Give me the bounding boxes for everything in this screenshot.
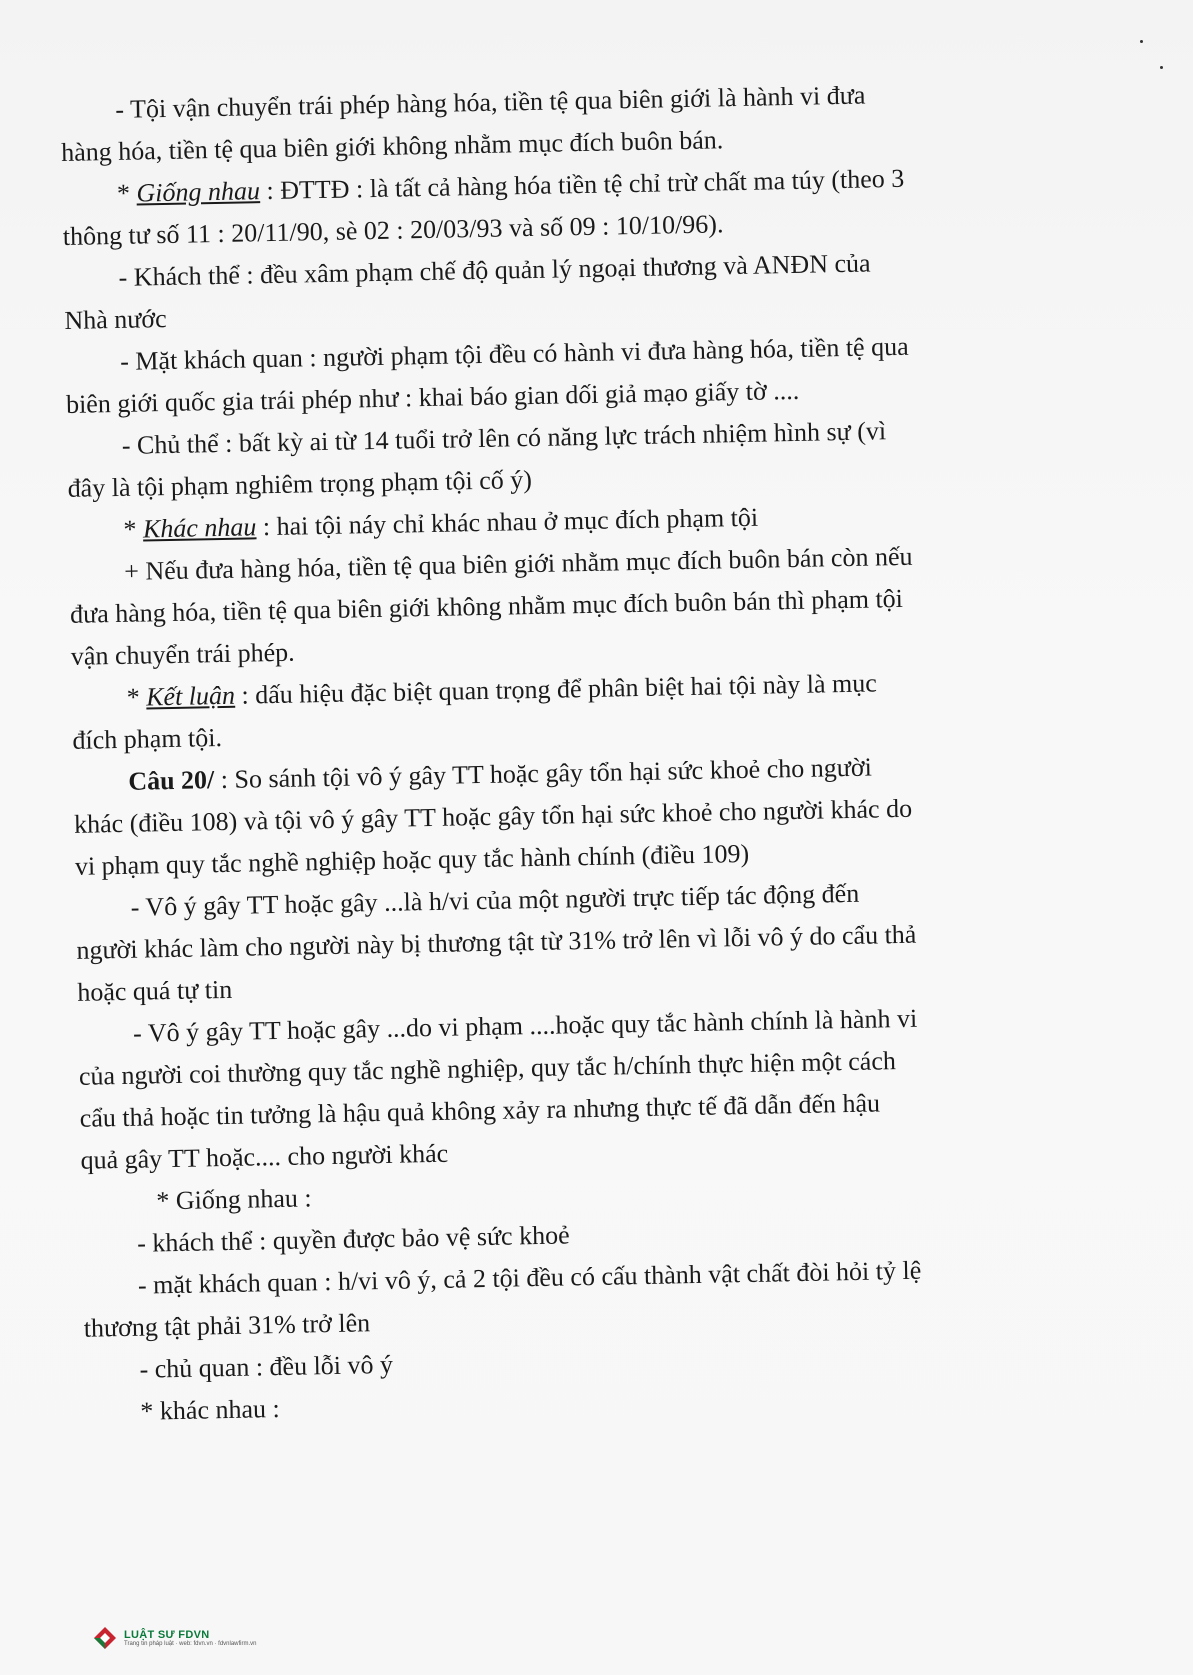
text-line: của người coi thường quy tắc nghề nghiệp, quy tắc h/chính thực hiện một cách: [78, 1046, 897, 1091]
text-line: - Chủ thể : bất kỳ ai từ 14 tuổi trở lên có năng lực trách nhiệm hình sự (vì: [121, 416, 887, 460]
text-line: - mặt khách quan : h/vi vô ý, cả 2 tội đều có cấu thành vật chất đòi hỏi tỷ lệ: [137, 1255, 922, 1300]
text-line: người khác làm cho người này bị thương tật từ 31% trở lên vì lỗi vô ý do cẩu thả: [76, 919, 917, 965]
text-line: - Vô ý gây TT hoặc gây ...là h/vi của một người trực tiếp tác động đến: [130, 878, 860, 922]
text-line: khác (điều 108) và tội vô ý gây TT hoặc gây tổn hại sức khoẻ cho người khác do: [73, 793, 913, 839]
text-line: - chủ quan : đều lỗi vô ý: [139, 1349, 394, 1384]
heading-giong-nhau: Giống nhau: [136, 176, 261, 208]
text-line: Câu 20/ : So sánh tội vô ý gây TT hoặc gây tổn hại sức khoẻ cho người: [128, 752, 873, 796]
text-line: - Vô ý gây TT hoặc gây ...do vi phạm ....hoặc quy tắc hành chính là hành vi: [132, 1003, 918, 1048]
text-line: đưa hàng hóa, tiền tệ qua biên giới không nhằm mục đích buôn bán thì phạm tội: [69, 583, 904, 629]
logo-subtitle: Trang tin pháp luật · web: fdvn.vn · fdvnlawfirm.vn: [124, 1641, 257, 1647]
heading-ket-luan: Kết luận: [145, 680, 236, 712]
text-line: + Nếu đưa hàng hóa, tiền tệ qua biên giới nhằm mục đích buôn bán còn nếu: [123, 541, 913, 586]
text-line: vận chuyển trái phép.: [70, 637, 295, 671]
text-line: hoặc quá tự tin: [77, 974, 233, 1007]
text-line: - Khách thể : đều xâm phạm chế độ quản lý ngoại thương và ANĐN của: [118, 248, 871, 292]
scan-speck: [1160, 66, 1163, 69]
text-line: quả gây TT hoặc.... cho người khác: [80, 1138, 449, 1175]
text-line: đây là tội phạm nghiêm trọng phạm tội cố ý): [67, 465, 533, 503]
diamond-logo-icon: [92, 1625, 118, 1651]
text-line: * Khác nhau : hai tội náy chỉ khác nhau ở mục đích phạm tội: [123, 502, 759, 544]
text-line: - Mặt khách quan : người phạm tội đều có hành vi đưa hàng hóa, tiền tệ qua: [119, 331, 909, 376]
text-line: vi phạm quy tắc nghề nghiệp hoặc quy tắc hành chính (điều 109): [74, 838, 750, 881]
document-body: [60, 71, 1086, 1434]
logo-title: LUẬT SƯ FDVN: [124, 1629, 210, 1641]
text-line: cẩu thả hoặc tin tưởng là hậu quả không xảy ra nhưng thực tế đã dẫn đến hậu: [79, 1088, 881, 1133]
text-line: thông tư số 11 : 20/11/90, sè 02 : 20/03/93 và số 09 : 10/10/96).: [62, 209, 724, 251]
text-line: thương tật phải 31% trở lên: [83, 1308, 371, 1343]
scan-speck: [1140, 40, 1143, 43]
heading-khac-nhau: Khác nhau: [142, 512, 257, 544]
text-line: * khác nhau :: [140, 1394, 280, 1426]
text-line: - Tội vận chuyển trái phép hàng hóa, tiền tệ qua biên giới là hành vi đưa: [115, 80, 866, 124]
text-line: đích phạm tội.: [72, 723, 223, 755]
text-line: hàng hóa, tiền tệ qua biên giới không nhằm mục đích buôn bán.: [60, 125, 724, 167]
text-line: - khách thể : quyền được bảo vệ sức khoẻ: [136, 1220, 570, 1258]
heading-cau-20: Câu 20/: [128, 765, 215, 796]
text-line: * Giống nhau :: [156, 1183, 312, 1216]
text-line: * Giống nhau : ĐTTĐ : là tất cả hàng hóa tiền tệ chỉ trừ chất ma túy (theo 3: [116, 163, 905, 208]
text-line: Nhà nước: [64, 303, 167, 335]
text-line: biên giới quốc gia trái phép như : khai báo gian dối giả mạo giấy tờ ....: [65, 375, 800, 419]
footer-logo: [92, 1618, 272, 1658]
text-line: * Kết luận : dấu hiệu đặc biệt quan trọng để phân biệt hai tội này là mục: [126, 668, 878, 712]
